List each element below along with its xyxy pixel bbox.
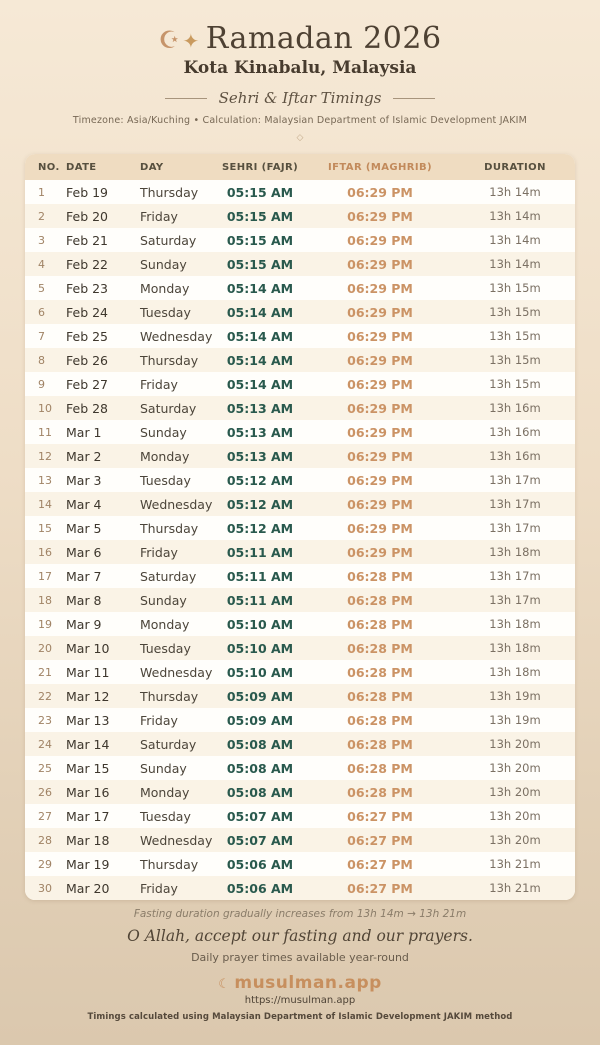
cell-duration: 13h 16m bbox=[489, 401, 541, 415]
table-row bbox=[25, 684, 575, 708]
title-text: Ramadan 2026 bbox=[205, 21, 442, 56]
cell-iftar: 06:29 PM bbox=[347, 376, 413, 392]
header-date: DATE bbox=[66, 154, 140, 180]
cell-sehri: 05:11 AM bbox=[226, 592, 294, 608]
cell-sehri: 05:12 AM bbox=[226, 496, 294, 512]
cell-date: Feb 24 bbox=[66, 304, 109, 320]
cell-iftar: 06:28 PM bbox=[347, 688, 413, 704]
cell-date: Mar 10 bbox=[66, 640, 110, 656]
cell-date: Mar 3 bbox=[66, 472, 102, 488]
cell-iftar: 06:29 PM bbox=[347, 400, 413, 416]
cell-iftar: 06:29 PM bbox=[347, 472, 413, 488]
cell-no: 20 bbox=[38, 641, 52, 655]
table-row bbox=[25, 780, 575, 804]
cell-no: 8 bbox=[38, 353, 45, 367]
cell-duration: 13h 15m bbox=[489, 329, 541, 343]
cell-iftar: 06:29 PM bbox=[347, 232, 413, 248]
cell-date: Feb 25 bbox=[66, 328, 109, 344]
cell-day: Thursday bbox=[140, 688, 199, 704]
cell-no: 13 bbox=[38, 473, 52, 487]
cell-no: 12 bbox=[38, 449, 52, 463]
cell-day: Friday bbox=[140, 712, 178, 728]
cell-day: Monday bbox=[140, 448, 190, 464]
cell-day: Friday bbox=[140, 880, 178, 896]
cell-date: Feb 28 bbox=[66, 400, 109, 416]
divider-left bbox=[165, 98, 207, 99]
page-title bbox=[0, 22, 600, 58]
cell-no: 21 bbox=[38, 665, 52, 679]
table-row bbox=[25, 492, 575, 516]
cell-iftar: 06:29 PM bbox=[347, 544, 413, 560]
brand-line bbox=[0, 973, 600, 993]
cell-sehri: 05:08 AM bbox=[226, 784, 294, 800]
diamond-ornament-icon: ◇ bbox=[296, 133, 304, 143]
cell-day: Monday bbox=[140, 784, 190, 800]
cell-iftar: 06:29 PM bbox=[347, 448, 413, 464]
cell-duration: 13h 17m bbox=[489, 473, 541, 487]
cell-day: Wednesday bbox=[140, 496, 213, 512]
table-row bbox=[25, 540, 575, 564]
cell-duration: 13h 17m bbox=[489, 521, 541, 535]
availability-note: Daily prayer times available year-round bbox=[191, 951, 409, 964]
cell-iftar: 06:29 PM bbox=[347, 352, 413, 368]
table-row bbox=[25, 612, 575, 636]
cell-day: Thursday bbox=[140, 856, 199, 872]
cell-no: 7 bbox=[38, 329, 45, 343]
cell-iftar: 06:28 PM bbox=[347, 664, 413, 680]
cell-day: Wednesday bbox=[140, 664, 213, 680]
cell-iftar: 06:29 PM bbox=[347, 496, 413, 512]
header-iftar: IFTAR (MAGHRIB) bbox=[305, 154, 455, 180]
table-row bbox=[25, 252, 575, 276]
cell-duration: 13h 20m bbox=[489, 809, 541, 823]
cell-duration: 13h 18m bbox=[489, 641, 541, 655]
cell-no: 2 bbox=[38, 209, 45, 223]
cell-iftar: 06:27 PM bbox=[347, 808, 413, 824]
cell-sehri: 05:15 AM bbox=[226, 184, 294, 200]
table-row bbox=[25, 420, 575, 444]
calculation-method-note: Timings calculated using Malaysian Department of Islamic Development JAKIM method bbox=[87, 1012, 513, 1022]
table-row bbox=[25, 444, 575, 468]
cell-duration: 13h 18m bbox=[489, 617, 541, 631]
cell-duration: 13h 20m bbox=[489, 737, 541, 751]
table-row bbox=[25, 324, 575, 348]
sparkle-icon: ✦ bbox=[182, 29, 200, 53]
cell-sehri: 05:15 AM bbox=[226, 232, 294, 248]
cell-day: Saturday bbox=[140, 736, 197, 752]
cell-day: Friday bbox=[140, 544, 178, 560]
cell-iftar: 06:27 PM bbox=[347, 880, 413, 896]
cell-day: Thursday bbox=[140, 520, 199, 536]
cell-day: Wednesday bbox=[140, 832, 213, 848]
cell-day: Wednesday bbox=[140, 328, 213, 344]
cell-day: Saturday bbox=[140, 568, 197, 584]
cell-iftar: 06:28 PM bbox=[347, 784, 413, 800]
cell-sehri: 05:08 AM bbox=[226, 760, 294, 776]
cell-date: Mar 2 bbox=[66, 448, 102, 464]
cell-date: Feb 27 bbox=[66, 376, 109, 392]
crescent-moon-icon: ☾ bbox=[218, 977, 231, 992]
table-row bbox=[25, 300, 575, 324]
cell-duration: 13h 14m bbox=[489, 185, 541, 199]
cell-date: Feb 19 bbox=[66, 184, 109, 200]
cell-duration: 13h 15m bbox=[489, 305, 541, 319]
cell-sehri: 05:12 AM bbox=[226, 520, 294, 536]
cell-iftar: 06:28 PM bbox=[347, 712, 413, 728]
cell-sehri: 05:10 AM bbox=[226, 616, 294, 632]
cell-date: Feb 21 bbox=[66, 232, 109, 248]
cell-duration: 13h 15m bbox=[489, 377, 541, 391]
page-header bbox=[0, 0, 600, 143]
table-row bbox=[25, 732, 575, 756]
cell-iftar: 06:28 PM bbox=[347, 568, 413, 584]
cell-sehri: 05:15 AM bbox=[226, 256, 294, 272]
header-sehri: SEHRI (FAJR) bbox=[215, 154, 305, 180]
cell-iftar: 06:27 PM bbox=[347, 856, 413, 872]
cell-sehri: 05:14 AM bbox=[226, 376, 294, 392]
cell-sehri: 05:14 AM bbox=[226, 304, 294, 320]
table-row bbox=[25, 468, 575, 492]
timetable-header bbox=[25, 154, 575, 180]
cell-sehri: 05:14 AM bbox=[226, 280, 294, 296]
cell-duration: 13h 17m bbox=[489, 569, 541, 583]
cell-no: 22 bbox=[38, 689, 52, 703]
cell-duration: 13h 20m bbox=[489, 761, 541, 775]
cell-iftar: 06:28 PM bbox=[347, 760, 413, 776]
cell-iftar: 06:29 PM bbox=[347, 304, 413, 320]
cell-iftar: 06:28 PM bbox=[347, 592, 413, 608]
cell-duration: 13h 19m bbox=[489, 689, 541, 703]
cell-date: Mar 15 bbox=[66, 760, 110, 776]
cell-no: 24 bbox=[38, 737, 52, 751]
cell-day: Thursday bbox=[140, 352, 199, 368]
cell-sehri: 05:13 AM bbox=[226, 424, 294, 440]
page-footer bbox=[0, 908, 600, 1022]
cell-date: Mar 1 bbox=[66, 424, 102, 440]
cell-sehri: 05:08 AM bbox=[226, 736, 294, 752]
cell-iftar: 06:29 PM bbox=[347, 424, 413, 440]
subtitle-row bbox=[0, 89, 600, 107]
table-row bbox=[25, 228, 575, 252]
cell-duration: 13h 15m bbox=[489, 281, 541, 295]
table-row bbox=[25, 588, 575, 612]
cell-duration: 13h 18m bbox=[489, 665, 541, 679]
cell-no: 18 bbox=[38, 593, 52, 607]
cell-date: Mar 17 bbox=[66, 808, 110, 824]
header-no: NO. bbox=[25, 154, 66, 180]
table-row bbox=[25, 636, 575, 660]
cell-date: Mar 18 bbox=[66, 832, 110, 848]
timezone-calculation-meta: Timezone: Asia/Kuching • Calculation: Malaysian Department of Islamic Development JAKIM bbox=[72, 115, 528, 126]
cell-date: Mar 12 bbox=[66, 688, 110, 704]
cell-no: 3 bbox=[38, 233, 45, 247]
table-row bbox=[25, 396, 575, 420]
cell-no: 16 bbox=[38, 545, 52, 559]
table-row bbox=[25, 876, 575, 900]
cell-no: 5 bbox=[38, 281, 45, 295]
cell-duration: 13h 20m bbox=[489, 833, 541, 847]
cell-sehri: 05:09 AM bbox=[226, 688, 294, 704]
cell-day: Sunday bbox=[140, 256, 187, 272]
cell-sehri: 05:11 AM bbox=[226, 568, 294, 584]
cell-sehri: 05:11 AM bbox=[226, 544, 294, 560]
cell-duration: 13h 18m bbox=[489, 545, 541, 559]
cell-date: Mar 14 bbox=[66, 736, 110, 752]
cell-date: Feb 22 bbox=[66, 256, 109, 272]
cell-date: Mar 11 bbox=[66, 664, 110, 680]
cell-duration: 13h 16m bbox=[489, 449, 541, 463]
timetable-body bbox=[25, 180, 575, 900]
table-row bbox=[25, 564, 575, 588]
cell-sehri: 05:10 AM bbox=[226, 664, 294, 680]
cell-no: 4 bbox=[38, 257, 45, 271]
cell-no: 29 bbox=[38, 857, 52, 871]
cell-no: 28 bbox=[38, 833, 52, 847]
cell-no: 6 bbox=[38, 305, 45, 319]
cell-no: 10 bbox=[38, 401, 52, 415]
cell-no: 14 bbox=[38, 497, 52, 511]
crescent-star-icon: ☪ bbox=[158, 26, 181, 54]
cell-no: 17 bbox=[38, 569, 52, 583]
cell-day: Friday bbox=[140, 376, 178, 392]
cell-no: 11 bbox=[38, 425, 52, 439]
cell-date: Mar 9 bbox=[66, 616, 102, 632]
cell-day: Thursday bbox=[140, 184, 199, 200]
cell-day: Tuesday bbox=[140, 472, 191, 488]
table-row bbox=[25, 828, 575, 852]
cell-duration: 13h 21m bbox=[489, 881, 541, 895]
cell-iftar: 06:29 PM bbox=[347, 520, 413, 536]
dua-text: O Allah, accept our fasting and our prayers. bbox=[127, 927, 473, 945]
cell-duration: 13h 14m bbox=[489, 233, 541, 247]
cell-no: 23 bbox=[38, 713, 52, 727]
table-row bbox=[25, 756, 575, 780]
cell-duration: 13h 16m bbox=[489, 425, 541, 439]
cell-no: 26 bbox=[38, 785, 52, 799]
cell-day: Saturday bbox=[140, 400, 197, 416]
brand-url: https://musulman.app bbox=[244, 995, 356, 1006]
cell-duration: 13h 17m bbox=[489, 497, 541, 511]
cell-day: Tuesday bbox=[140, 640, 191, 656]
subtitle-text: Sehri & Iftar Timings bbox=[218, 89, 382, 107]
cell-day: Tuesday bbox=[140, 304, 191, 320]
cell-day: Monday bbox=[140, 280, 190, 296]
cell-day: Saturday bbox=[140, 232, 197, 248]
cell-no: 25 bbox=[38, 761, 52, 775]
cell-day: Monday bbox=[140, 616, 190, 632]
cell-duration: 13h 17m bbox=[489, 593, 541, 607]
cell-day: Sunday bbox=[140, 760, 187, 776]
cell-iftar: 06:29 PM bbox=[347, 208, 413, 224]
cell-sehri: 05:10 AM bbox=[226, 640, 294, 656]
brand-name: musulman.app bbox=[234, 973, 382, 993]
divider-right bbox=[393, 98, 435, 99]
cell-iftar: 06:29 PM bbox=[347, 184, 413, 200]
table-row bbox=[25, 276, 575, 300]
cell-no: 15 bbox=[38, 521, 52, 535]
header-day: DAY bbox=[140, 154, 215, 180]
timetable-card bbox=[25, 154, 575, 900]
cell-sehri: 05:07 AM bbox=[226, 832, 294, 848]
cell-iftar: 06:29 PM bbox=[347, 328, 413, 344]
timetable bbox=[25, 154, 575, 900]
cell-date: Mar 16 bbox=[66, 784, 110, 800]
cell-sehri: 05:12 AM bbox=[226, 472, 294, 488]
cell-sehri: 05:15 AM bbox=[226, 208, 294, 224]
cell-day: Tuesday bbox=[140, 808, 191, 824]
cell-sehri: 05:06 AM bbox=[226, 856, 294, 872]
cell-iftar: 06:28 PM bbox=[347, 616, 413, 632]
table-row bbox=[25, 180, 575, 204]
table-row bbox=[25, 852, 575, 876]
cell-sehri: 05:07 AM bbox=[226, 808, 294, 824]
cell-day: Sunday bbox=[140, 592, 187, 608]
cell-duration: 13h 19m bbox=[489, 713, 541, 727]
cell-date: Feb 20 bbox=[66, 208, 109, 224]
cell-iftar: 06:29 PM bbox=[347, 280, 413, 296]
cell-duration: 13h 14m bbox=[489, 209, 541, 223]
location-title: Kota Kinabalu, Malaysia bbox=[183, 58, 417, 78]
cell-date: Mar 6 bbox=[66, 544, 102, 560]
table-row bbox=[25, 204, 575, 228]
table-row bbox=[25, 516, 575, 540]
table-row bbox=[25, 660, 575, 684]
cell-date: Mar 20 bbox=[66, 880, 110, 896]
cell-date: Mar 5 bbox=[66, 520, 102, 536]
table-row bbox=[25, 804, 575, 828]
cell-no: 9 bbox=[38, 377, 45, 391]
cell-sehri: 05:14 AM bbox=[226, 328, 294, 344]
cell-date: Feb 23 bbox=[66, 280, 109, 296]
cell-date: Mar 19 bbox=[66, 856, 110, 872]
table-row bbox=[25, 348, 575, 372]
cell-sehri: 05:09 AM bbox=[226, 712, 294, 728]
fasting-duration-note: Fasting duration gradually increases from 13h 14m → 13h 21m bbox=[133, 908, 467, 920]
header-duration: DURATION bbox=[455, 154, 575, 180]
cell-date: Feb 26 bbox=[66, 352, 109, 368]
cell-no: 27 bbox=[38, 809, 52, 823]
cell-sehri: 05:13 AM bbox=[226, 400, 294, 416]
cell-iftar: 06:27 PM bbox=[347, 832, 413, 848]
cell-day: Friday bbox=[140, 208, 178, 224]
cell-no: 30 bbox=[38, 881, 52, 895]
cell-sehri: 05:13 AM bbox=[226, 448, 294, 464]
cell-date: Mar 7 bbox=[66, 568, 102, 584]
table-row bbox=[25, 372, 575, 396]
cell-date: Mar 8 bbox=[66, 592, 102, 608]
cell-sehri: 05:14 AM bbox=[226, 352, 294, 368]
cell-duration: 13h 21m bbox=[489, 857, 541, 871]
cell-date: Mar 13 bbox=[66, 712, 110, 728]
cell-day: Sunday bbox=[140, 424, 187, 440]
cell-iftar: 06:28 PM bbox=[347, 736, 413, 752]
cell-no: 19 bbox=[38, 617, 52, 631]
cell-iftar: 06:28 PM bbox=[347, 640, 413, 656]
cell-sehri: 05:06 AM bbox=[226, 880, 294, 896]
cell-no: 1 bbox=[38, 185, 45, 199]
cell-date: Mar 4 bbox=[66, 496, 102, 512]
cell-duration: 13h 15m bbox=[489, 353, 541, 367]
cell-duration: 13h 20m bbox=[489, 785, 541, 799]
cell-iftar: 06:29 PM bbox=[347, 256, 413, 272]
table-row bbox=[25, 708, 575, 732]
cell-duration: 13h 14m bbox=[489, 257, 541, 271]
